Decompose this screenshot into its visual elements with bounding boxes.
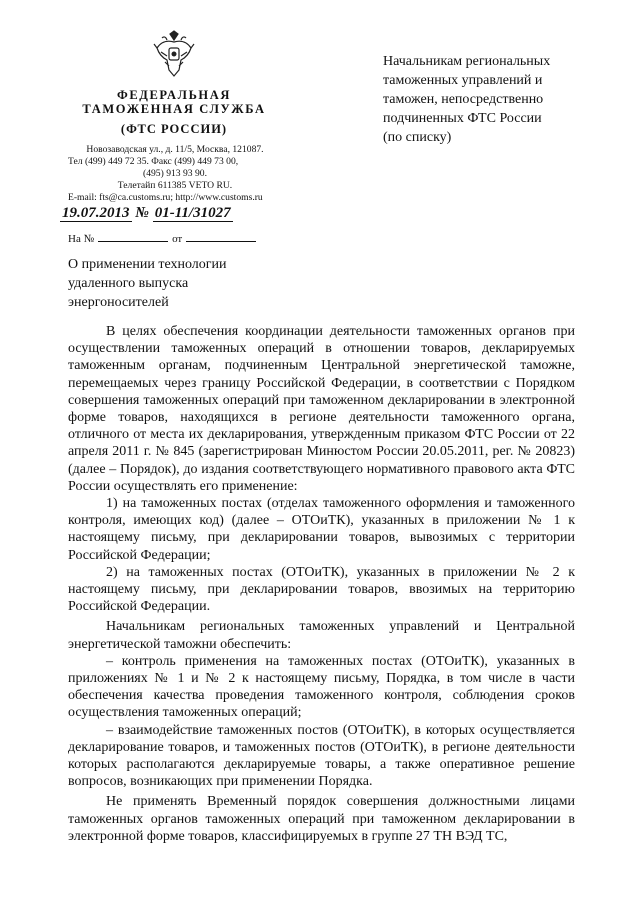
- document-number: 01-11/31027: [154, 205, 231, 221]
- registration-date: 19.07.2013: [62, 205, 130, 221]
- body-paragraph: 1) на таможенных постах (отделах таможенного оформления и таможенного контроля, имеющих код) (далее – ОТОиТК), указанных в приложении № 1 к настоящему письму, при декларировании товаров, вывозимых с территории Российской Федерации;: [68, 496, 575, 563]
- subject-line: энергоносителей: [68, 295, 169, 310]
- addressee-line: (по списку): [383, 130, 452, 145]
- body-paragraph: – взаимодействие таможенных постов (ОТОиТК), в которых осуществляется декларирование товаров, и таможенных постов (ОТОиТК), в регионе деятельности которых располагаются декларируемые товары, а также оперативное решение вопросов, возникающих при применении Порядка.: [68, 722, 575, 790]
- body-paragraph: Начальникам региональных таможенных управлений и Центральной энергетической таможни обеспечить:: [68, 619, 575, 652]
- email-line: E-mail: fts@ca.customs.ru; http://www.customs.ru: [68, 192, 263, 203]
- ref-date-blank: [186, 241, 256, 242]
- subject-block: [68, 255, 288, 312]
- address-line: Новозаводская ул., д. 11/5, Москва, 121087.: [86, 144, 264, 155]
- body-paragraph: – контроль применения на таможенных постах (ОТОиТК), указанных в приложениях № 1 и № 2 к настоящему письму, Порядка, в том числе в части обеспечения качества проведения таможенного контроля, соблюдения сроков осуществления таможенных операций;: [68, 653, 575, 721]
- body-paragraph: 2) на таможенных постах (ОТОиТК), указанных в приложении № 2 к настоящему письму, при декларировании товаров, ввозимых на территорию Российской Федерации.: [68, 564, 575, 615]
- addressee-block: [383, 52, 613, 147]
- teletype-line: Телетайп 611385 VETO RU.: [117, 180, 233, 191]
- subject-line: О применении технологии: [68, 257, 227, 272]
- registration-number: [60, 205, 233, 222]
- body-paragraph: Не применять Временный порядок совершения должностными лицами таможенных органов таможенных операций при таможенном декларировании в электронной форме товаров, классифицируемых в группе 27 ТН ВЭД ТС,: [68, 794, 575, 844]
- number-sign: №: [135, 205, 149, 221]
- org-name-abbr: (ФТС РОССИИ): [120, 122, 228, 136]
- phones-line: Тел (499) 449 72 35. Факс (499) 449 73 00,: [68, 156, 239, 167]
- body-paragraph: В целях обеспечения координации деятельности таможенных органов при осуществлении таможенных операций в отношении товаров, декларируемых таможенным органам, подчиненным Центральной энергетической таможне, перемещаемых через границу Российской Федерации, в соответствии с Порядком совершения таможенных операций при таможенном декларировании в электронной форме товаров, находящихся в регионе деятельности таможенного органа, отличного от места их декларирования, утвержденным приказом ФТС России от 22 апреля 2011 г. № 845 (зарегистрирован Минюстом России 20.05.2011, рег. № 20823) (далее – Порядок), до издания соответствующего нормативного правового акта ФТС России осуществлять его применение:: [68, 324, 575, 494]
- addressee-line: таможенных управлений и: [383, 73, 543, 88]
- ref-number-blank: [98, 241, 168, 242]
- letter-body: [68, 323, 575, 845]
- addressee-line: Начальникам региональных: [383, 54, 551, 69]
- ref-from-label: от: [172, 233, 183, 245]
- addressee-line: таможен, непосредственно: [383, 92, 544, 107]
- org-name-line1: ФЕДЕРАЛЬНАЯ: [116, 88, 232, 102]
- org-name-line2: ТАМОЖЕННАЯ СЛУЖБА: [82, 102, 266, 116]
- subject-line: удаленного выпуска: [68, 276, 189, 291]
- addressee-line: подчиненных ФТС России: [383, 111, 542, 126]
- ref-label: На №: [68, 233, 95, 245]
- reference-line: [68, 233, 260, 245]
- phones-line-2: (495) 913 93 90.: [143, 168, 207, 179]
- contacts-block: [68, 144, 282, 204]
- double-headed-eagle-emblem-icon: [153, 30, 195, 78]
